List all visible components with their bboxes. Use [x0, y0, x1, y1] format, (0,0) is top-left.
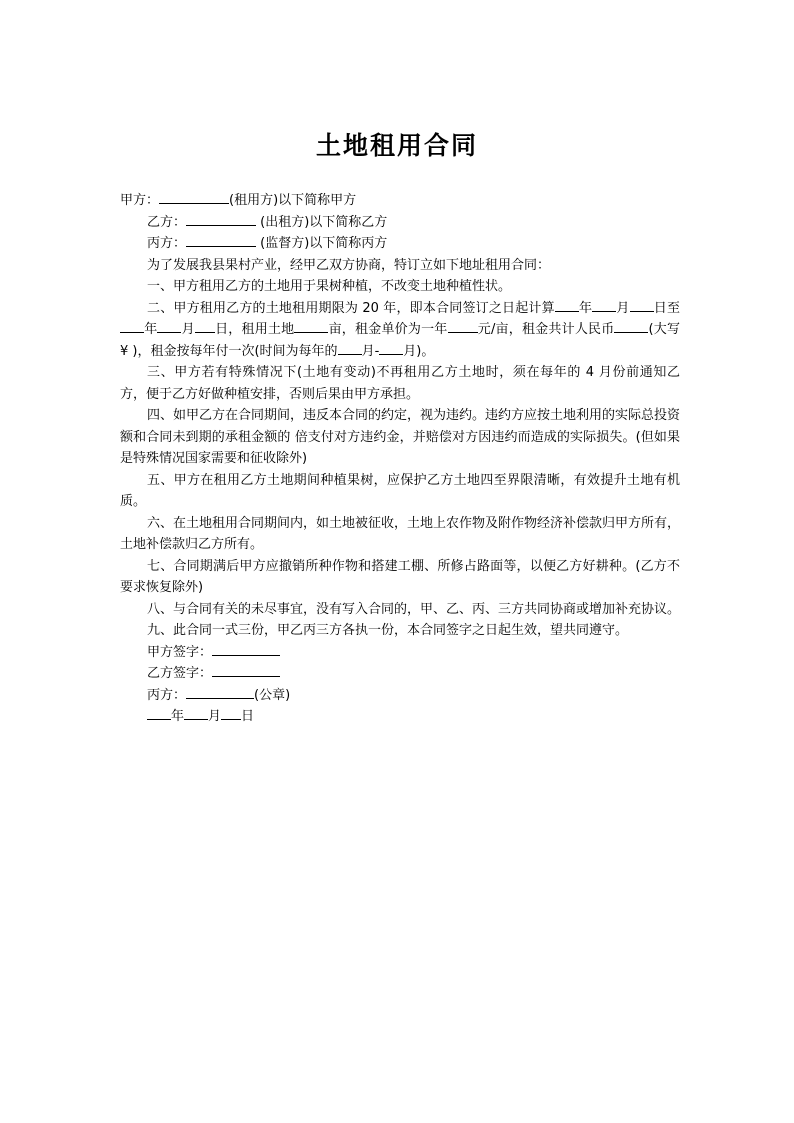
sign-c-suffix: (公章)	[254, 687, 291, 703]
sign-c-label: 丙方：	[147, 687, 187, 703]
blank	[338, 342, 362, 355]
party-b-suffix: (出租方)以下简称乙方	[256, 214, 388, 230]
sign-b-line	[120, 663, 680, 685]
clause-2-text-6: 月	[181, 322, 195, 337]
document-title: 土地租用合同	[315, 131, 478, 160]
party-c-line	[120, 233, 680, 255]
clause-2-text-2: 年	[578, 300, 593, 316]
date-day-label: 日	[241, 709, 255, 724]
clause-2-text-11: 月-	[361, 343, 380, 359]
blank	[120, 320, 144, 333]
blank	[630, 299, 654, 312]
party-b-blank	[186, 213, 256, 226]
blank	[592, 299, 616, 312]
clause-4: 四、如甲乙方在合同期间，违反本合同的约定，视为违约。违约方应按土地利用的实际总投资额和合同未到期的承租金额的 倍支付对方违约金，并赔偿对方因违约而造成的实际损失。(但如果是特殊情况国家需要和征收除外)	[120, 408, 681, 466]
party-a-label: 甲方：	[120, 193, 160, 208]
intro-paragraph: 为了发展我县果村产业，经甲乙双方协商，特订立如下地址租用合同：	[147, 257, 551, 273]
blank	[614, 320, 648, 333]
party-a-blank	[159, 191, 229, 204]
clause-3: 三、甲方若有特殊情况下(土地有变动)不再租用乙方土地时，须在每年的 4 月份前通知乙方，便于乙方好做种植安排，否则后果由甲方承担。	[120, 365, 680, 402]
clause-8: 八、与合同有关的未尽事宜，没有写入合同的，甲、乙、丙、三方共同协商或增加补充协议。	[147, 601, 681, 617]
blank	[157, 320, 181, 333]
date-line	[120, 706, 680, 728]
party-c-blank	[186, 234, 256, 247]
party-a-suffix: (租用方)以下简称甲方	[229, 193, 357, 208]
clause-5: 五、甲方在租用乙方土地期间种植果树，应保护乙方土地四至界限清晰，有效提升土地有机质。	[120, 472, 680, 509]
blank	[555, 299, 579, 312]
clause-2-text-1: 二、甲方租用乙方的土地租用期限为 20 年，即本合同签订之日起计算	[147, 300, 555, 316]
clause-7: 七、合同期满后甲方应撤销所种作物和搭建工棚、所修占路面等，以便乙方好耕种。(乙方不要求恢复除外)	[120, 558, 680, 595]
party-b-line	[120, 212, 680, 234]
sign-a-label: 甲方签字：	[147, 644, 213, 660]
document-body	[120, 190, 680, 728]
party-a-line	[120, 190, 680, 212]
clause-2-text-12: 月)。	[403, 343, 435, 359]
date-month-label: 月	[208, 709, 222, 724]
clause-1: 一、甲方租用乙方的土地用于果树种植，不改变土地种植性状。	[147, 279, 512, 294]
clause-9: 九、此合同一式三份，甲乙丙三方各执一份，本合同签字之日起生效，望共同遵守。	[147, 623, 629, 638]
clause-2	[120, 298, 680, 363]
date-month-blank	[184, 707, 208, 720]
clause-6: 六、在土地租用合同期间内，如土地被征收，土地上农作物及附作物经济补偿款归甲方所有，土地补偿款归乙方所有。	[120, 515, 681, 552]
sign-c-blank	[186, 686, 254, 699]
clause-2-text-3: 月	[616, 300, 630, 316]
blank	[195, 320, 215, 333]
clause-2-text-7: 日，租用土地	[214, 322, 295, 337]
blank	[448, 320, 478, 333]
date-year-label: 年	[171, 709, 185, 724]
clause-2-text-5: 年	[144, 322, 158, 337]
clause-2-text-4: 日至	[653, 300, 680, 316]
sign-a-blank	[212, 643, 280, 656]
sign-a-line	[120, 642, 680, 664]
blank	[379, 342, 403, 355]
sign-b-label: 乙方签字：	[147, 666, 213, 681]
party-c-label: 丙方：	[147, 236, 187, 251]
clause-2-text-8: 亩，租金单价为一年	[328, 322, 448, 337]
sign-b-blank	[212, 664, 280, 677]
clause-2-text-9: 元/亩，租金共计人民币	[477, 322, 615, 337]
date-year-blank	[147, 707, 171, 720]
party-b-label: 乙方：	[147, 214, 187, 230]
party-c-suffix: (监督方)以下简称丙方	[256, 236, 388, 251]
clause-2-text-10: (大写¥ )，租金按每年付一次(时间为每年的	[120, 322, 680, 359]
blank	[294, 320, 328, 333]
sign-c-line	[120, 685, 680, 707]
date-day-blank	[221, 707, 241, 720]
